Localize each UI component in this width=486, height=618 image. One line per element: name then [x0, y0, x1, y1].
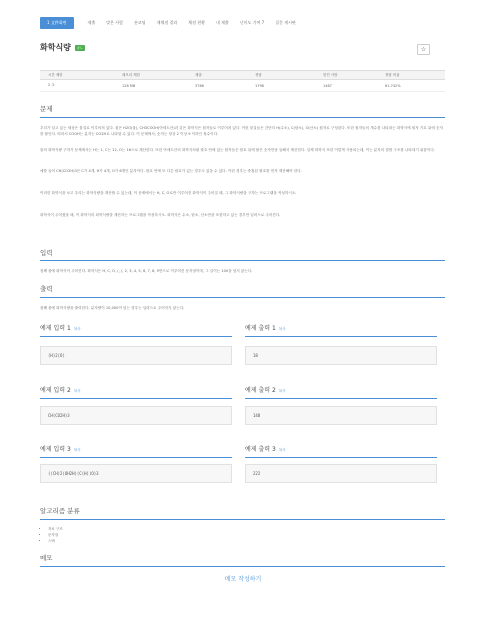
example-input-label: 예제 입력 1: [40, 325, 71, 332]
value-accepted: 1796: [255, 83, 264, 88]
example-divider: [245, 457, 437, 458]
example-output-box: 18: [245, 346, 437, 365]
tier-badge: 골드: [76, 45, 83, 50]
example-divider: [40, 457, 232, 458]
value-ratio: 61.742%: [385, 83, 401, 88]
tab-status[interactable]: 채점 현황: [188, 20, 205, 25]
section-divider: [40, 117, 445, 118]
problem-paragraph: 물의 화학식량 구하기 문제에서는 H는 1, C는 12, O는 16으로 계산한다. 또한 아세트산의 화학식처럼 괄호 안에 있는 원자들은 괄호 뒤에 붙은 숫자만큼 곱해서 계산한다. 실제 화학식 또한 이렇게 사용되는데, 이는 분자의 결합 구조를 나타내기 위함이다.: [40, 148, 435, 152]
copy-button[interactable]: 복사: [73, 389, 81, 393]
header-memory-limit: 메모리 제한: [122, 72, 141, 77]
example-input-box: (H)2(O): [40, 346, 232, 365]
section-divider: [40, 297, 445, 298]
page-title: 화학식량: [40, 43, 71, 52]
example-output-heading: [245, 444, 286, 453]
copy-button[interactable]: 복사: [73, 448, 81, 452]
example-input-box: CH(CO2H)3: [40, 406, 232, 425]
header-ratio: 정답 비율: [385, 72, 400, 77]
algorithm-list: [48, 526, 63, 544]
algorithm-heading: 알고리즘 분류: [40, 507, 80, 515]
problem-paragraph: 예를 들어 CH(CO2H)3은 C가 4개, H가 4개, O가 6개인 분자이다. 괄호 안에 또 다른 괄호가 있는 경우도 있을 수 있다. 이런 경우는 중첩된 괄호를 먼저 계산해야 한다.: [40, 169, 302, 173]
example-input-heading: [40, 323, 81, 332]
favorite-button[interactable]: [417, 44, 430, 55]
value-solved: 1467: [323, 83, 332, 88]
example-divider: [245, 336, 437, 337]
header-solved: 맞힌 사람: [323, 72, 338, 77]
problem-paragraph: 우리가 살고 있는 세상은 물질로 이루어져 있다. 물은 H2O(물), CH3COOH(아세트산)과 같은 화학식은 원자들로 이루어져 있다. 이런 물질들은 간단히 H(수소), C(탄소), O(산소) 원자로 구성된다. 또한 원자들의 개수를 나타내는 화학식에 원자 기호 뒤에 숫자를 붙인다. 따라서 COOH는 분자는 CO2H로 나타낼 수 있다. 이 문제에서, 숫자는 항상 2 이상 9 이하인 정수이다.: [40, 126, 443, 136]
tab-difficulty[interactable]: 난이도 기여 7: [239, 20, 265, 25]
example-divider: [245, 398, 437, 399]
list-item[interactable]: • 스택: [48, 538, 63, 544]
list-item[interactable]: • 문자열: [48, 532, 63, 538]
example-input-label: 예제 입력 2: [40, 387, 71, 394]
copy-button[interactable]: 복사: [278, 389, 286, 393]
header-accepted: 정답: [255, 72, 262, 77]
value-memory-limit: 128 MB: [122, 83, 136, 88]
example-output-heading: [245, 323, 286, 332]
example-output-box: 222: [245, 464, 437, 483]
list-item[interactable]: • 자료 구조: [48, 526, 63, 532]
value-submissions: 3766: [195, 83, 204, 88]
table-header: [40, 70, 445, 80]
example-divider: [40, 336, 232, 337]
write-memo-button[interactable]: 메모 작성하기: [224, 576, 262, 583]
section-divider: [40, 260, 445, 261]
problem-tabs: [40, 17, 307, 29]
tab-solved-users[interactable]: 맞은 사람: [106, 20, 124, 25]
problem-info-table: [40, 70, 445, 92]
copy-button[interactable]: 복사: [278, 448, 286, 452]
example-output-label: 예제 출력 3: [245, 446, 276, 453]
problem-heading: 문제: [40, 105, 53, 113]
problem-paragraph: 이러한 화학식을 보고 우리는 화학식량을 계산할 수 있는데, 이 문제에서는 H, C, O로만 이루어진 화학식이 주어질 때, 그 화학식량을 구하는 프로그램을 작성하시오.: [40, 191, 297, 195]
tab-my-submissions[interactable]: 내 제출: [215, 20, 229, 25]
star-icon: ☆: [420, 46, 427, 53]
example-input-heading: [40, 444, 81, 453]
tab-board[interactable]: 질문 게시판: [275, 20, 296, 25]
output-description: 첫째 줄에 화학식량을 출력한다. 분자량이 10,000이 넘는 경우는 입력으로 주어지지 않는다.: [40, 306, 185, 310]
section-divider: [40, 519, 445, 520]
memo-heading: 메모: [40, 554, 53, 562]
table-row: [40, 80, 445, 92]
example-output-label: 예제 출력 2: [245, 387, 276, 394]
value-time-limit: 2 초: [48, 83, 55, 87]
header-time-limit: 시간 제한: [48, 72, 63, 77]
section-divider: [40, 566, 445, 567]
title-row: [40, 42, 85, 53]
example-output-box: 148: [245, 406, 437, 425]
tab-rejudge[interactable]: 재채점 결과: [156, 20, 178, 25]
input-heading: 입력: [40, 249, 53, 257]
copy-button[interactable]: 복사: [73, 327, 81, 331]
input-description: 첫째 줄에 화학식이 주어진다. 화학식은 H, C, O, (, ), 2, 3, 4, 5, 6, 7, 8, 9만으로 이루어진 문자열이며, 그 길이는 100을 넘지 않는다.: [40, 269, 253, 273]
header-submissions: 제출: [195, 72, 202, 77]
example-divider: [40, 398, 232, 399]
example-input-label: 예제 입력 3: [40, 446, 71, 453]
example-input-box: ((CH)2(OH2H)(C(H))O)3: [40, 464, 232, 483]
example-input-heading: [40, 385, 81, 394]
copy-button[interactable]: 복사: [278, 327, 286, 331]
example-output-label: 예제 출력 1: [245, 325, 276, 332]
tab-problem[interactable]: 1 文件화면: [40, 17, 74, 29]
example-output-heading: [245, 385, 286, 394]
tab-submit[interactable]: 제출: [87, 20, 96, 25]
problem-paragraph: 화학식이 주어졌을 때, 이 화학식의 화학식량을 계산하는 프로그램을 작성하시오. 화학식은 수소, 탄소, 산소만을 포함하고 있는 경우만 입력으로 주어진다.: [40, 213, 281, 217]
output-heading: 출력: [40, 285, 53, 293]
tab-short-coding[interactable]: 숏코딩: [134, 20, 146, 25]
